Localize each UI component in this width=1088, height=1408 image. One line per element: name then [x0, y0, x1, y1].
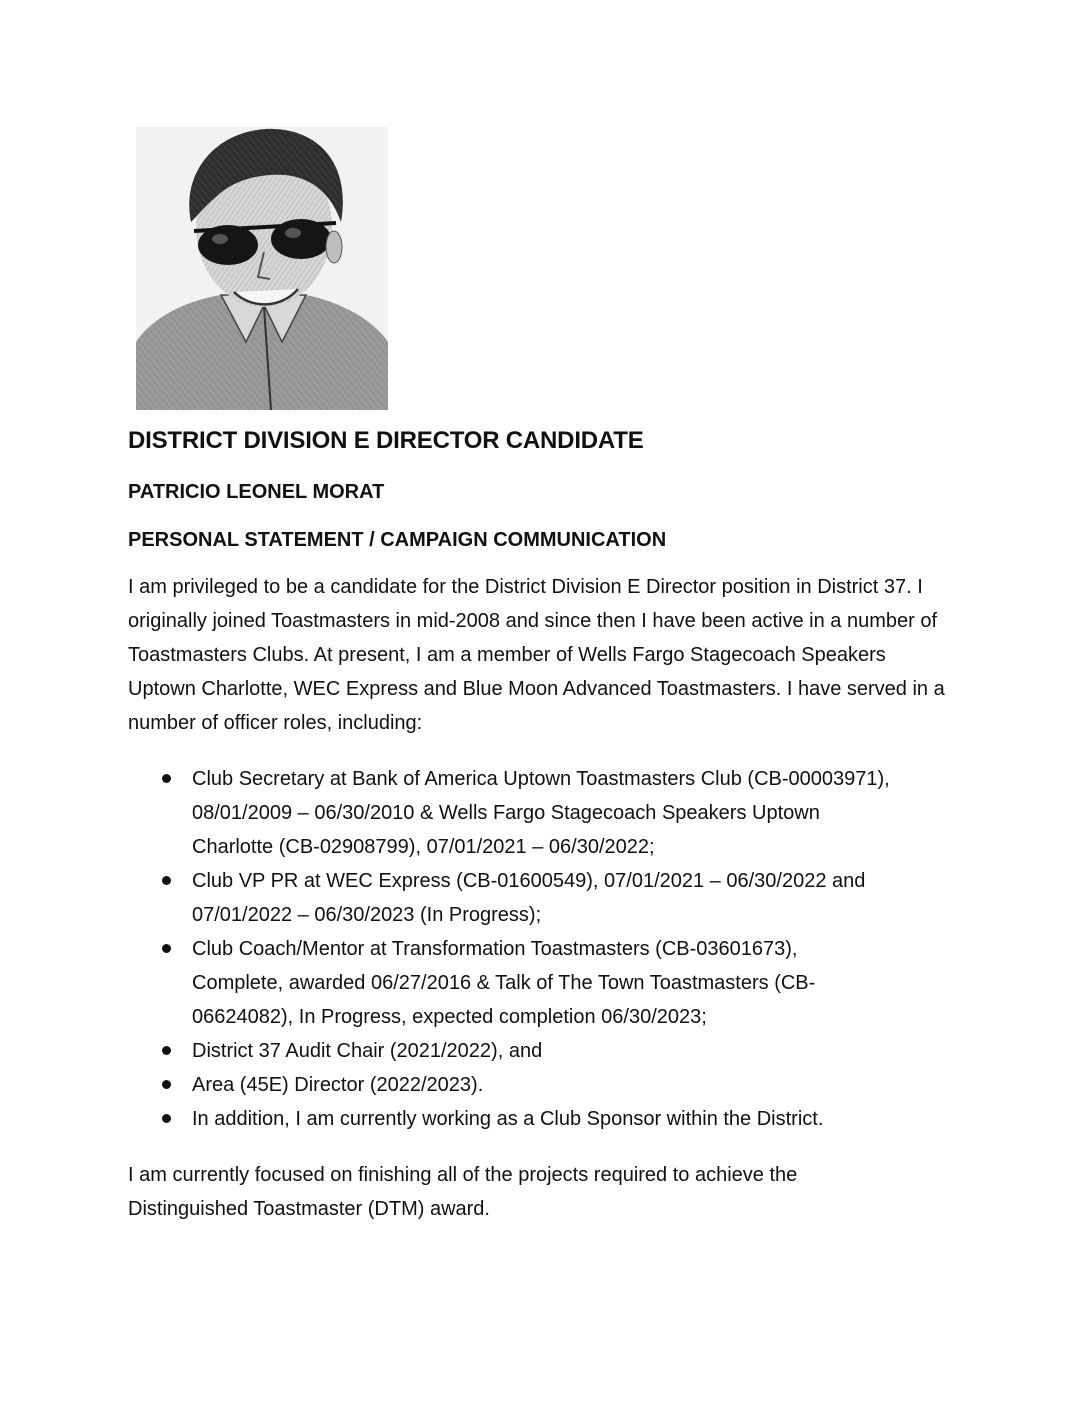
- list-item: [128, 864, 892, 932]
- list-item-text: Club Secretary at Bank of America Uptown Toastmasters Club (CB-00003971), 08/01/2009 – 06/30/2010 & Wells Fargo Stagecoach Speakers Uptown Charlotte (CB-02908799), 07/01/2021 – 06/30/2022;: [192, 768, 890, 858]
- bullet-icon: [162, 774, 171, 783]
- list-item: [128, 1068, 892, 1102]
- list-item: [128, 932, 892, 1034]
- bullet-icon: [162, 876, 171, 885]
- page-title: DISTRICT DIVISION E DIRECTOR CANDIDATE: [128, 427, 644, 454]
- bullet-icon: [162, 944, 171, 953]
- list-item-text: Area (45E) Director (2022/2023).: [192, 1074, 484, 1096]
- closing-paragraph: I am currently focused on finishing all of the projects required to achieve the Distinguished Toastmaster (DTM) award.: [128, 1164, 798, 1220]
- list-item-text: Club VP PR at WEC Express (CB-01600549), 07/01/2021 – 06/30/2022 and 07/01/2022 – 06/30/2023 (In Progress);: [192, 870, 866, 926]
- portrait-sketch-icon: [136, 127, 388, 410]
- intro-paragraph: I am privileged to be a candidate for the District Division E Director position in District 37. I originally joined Toastmasters in mid-2008 and since then I have been active in a number of Toastmasters Clubs. At present, I am a member of Wells Fargo Stagecoach Speakers Uptown Charlotte, WEC Express and Blue Moon Advanced Toastmasters. I have served in a number of officer roles, including:: [128, 576, 945, 734]
- list-item: [128, 1034, 892, 1068]
- candidate-portrait: [136, 127, 388, 410]
- list-item: [128, 762, 892, 864]
- list-item-text: District 37 Audit Chair (2021/2022), and: [192, 1040, 543, 1062]
- candidate-name: PATRICIO LEONEL MORAT: [128, 481, 385, 503]
- bullet-icon: [162, 1046, 171, 1055]
- statement-content: [128, 424, 958, 1226]
- section-subtitle: PERSONAL STATEMENT / CAMPAIGN COMMUNICATION: [128, 529, 667, 551]
- list-item-text: Club Coach/Mentor at Transformation Toastmasters (CB-03601673), Complete, awarded 06/27/2016 & Talk of The Town Toastmasters (CB-06624082), In Progress, expected completion 06/30/2023;: [192, 938, 816, 1028]
- officer-roles-list: [128, 762, 958, 1136]
- bullet-icon: [162, 1114, 171, 1123]
- list-item: [128, 1102, 892, 1136]
- bullet-icon: [162, 1080, 171, 1089]
- list-item-text: In addition, I am currently working as a Club Sponsor within the District.: [192, 1108, 824, 1130]
